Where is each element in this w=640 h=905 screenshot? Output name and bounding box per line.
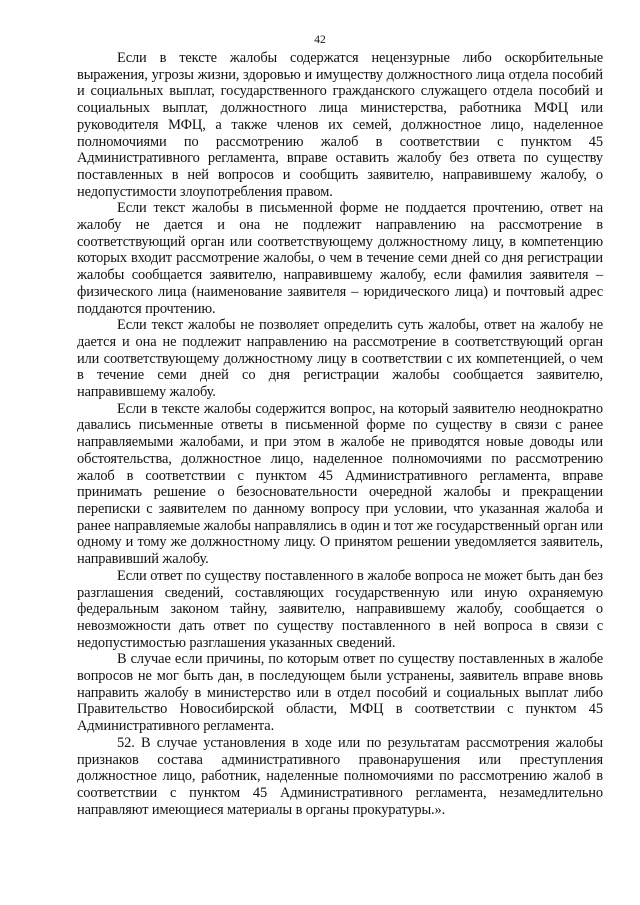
paragraph-item-52: 52. В случае установления в ходе или по результатам рассмотрения жалобы признаков состава административного правонарушения или преступления должностное лицо, работник, наделенные полномочиями по рассмотрению жалоб в соответствии с пунктом 45 Административного регламента, незамедлительно направляют имеющиеся материалы в органы прокуратуры.». [77,734,603,818]
page-number: 42 [314,34,326,46]
document-body [77,50,603,818]
paragraph-undeterminable-essence: Если текст жалобы не позволяет определить суть жалобы, ответ на жалобу не дается и она не подлежит направлению на рассмотрение в соответствующий орган или соответствующему должностному лицу в соответствии с их компетенцией, о чем в течение семи дней со дня регистрации жалобы сообщается заявителю, направившему жалобу. [77,317,603,401]
paragraph-unreadable-text: Если текст жалобы в письменной форме не поддается прочтению, ответ на жалобу не дается и она не подлежит направлению на рассмотрение в соответствующий орган или соответствующему должностному лицу, в компетенцию которых входит рассмотрение жалобы, о чем в течение семи дней со дня регистрации жалобы сообщается заявителю, направившему жалобу, если фамилия заявителя – физического лица (наименование заявителя – юридического лица) и почтовый адрес поддаются прочтению. [77,200,603,317]
paragraph-obscene-language: Если в тексте жалобы содержатся нецензурные либо оскорбительные выражения, угрозы жизни, здоровью и имуществу должностного лица отдела пособий и социальных выплат, государственного гражданского служащего отдела пособий и социальных выплат, должностного лица министерства, работника МФЦ или руководителя МФЦ, а также членов их семей, должностное лицо, наделенное полномочиями по рассмотрению жалоб в соответствии с пунктом 45 Административного регламента, вправе оставить жалобу без ответа по существу поставленных в ней вопросов и сообщить заявителю, направившему жалобу, о недопустимости злоупотребления правом. [77,50,603,200]
paragraph-repeated-question: Если в тексте жалобы содержится вопрос, на который заявителю неоднократно давались письменные ответы в письменной форме по существу в связи с ранее направляемыми жалобами, и при этом в жалобе не приводятся новые доводы или обстоятельства, должностное лицо, наделенное полномочиями по рассмотрению жалоб в соответствии с пунктом 45 Административного регламента, вправе принимать решение о безосновательности очередной жалобы и прекращении переписки с заявителем по данному вопросу при условии, что указанная жалоба и ранее направляемые жалобы направлялись в один и тот же государственный орган или одному и тому же должностному лицу. О принятом решении уведомляется заявитель, направивший жалобу. [77,400,603,568]
paragraph-state-secret: Если ответ по существу поставленного в жалобе вопроса не может быть дан без разглашения сведений, составляющих государственную или иную охраняемую федеральным законом тайну, заявителю, направившему жалобу, сообщается о невозможности дать ответ по существу поставленного в ней вопроса в связи с недопустимостью разглашения указанных сведений. [77,567,603,651]
paragraph-reasons-eliminated: В случае если причины, по которым ответ по существу поставленных в жалобе вопросов не мог быть дан, в последующем были устранены, заявитель вправе вновь направить жалобу в министерство или в отдел пособий и социальных выплат либо Правительство Новосибирской области, МФЦ в соответствии с пунктом 45 Административного регламента. [77,651,603,735]
